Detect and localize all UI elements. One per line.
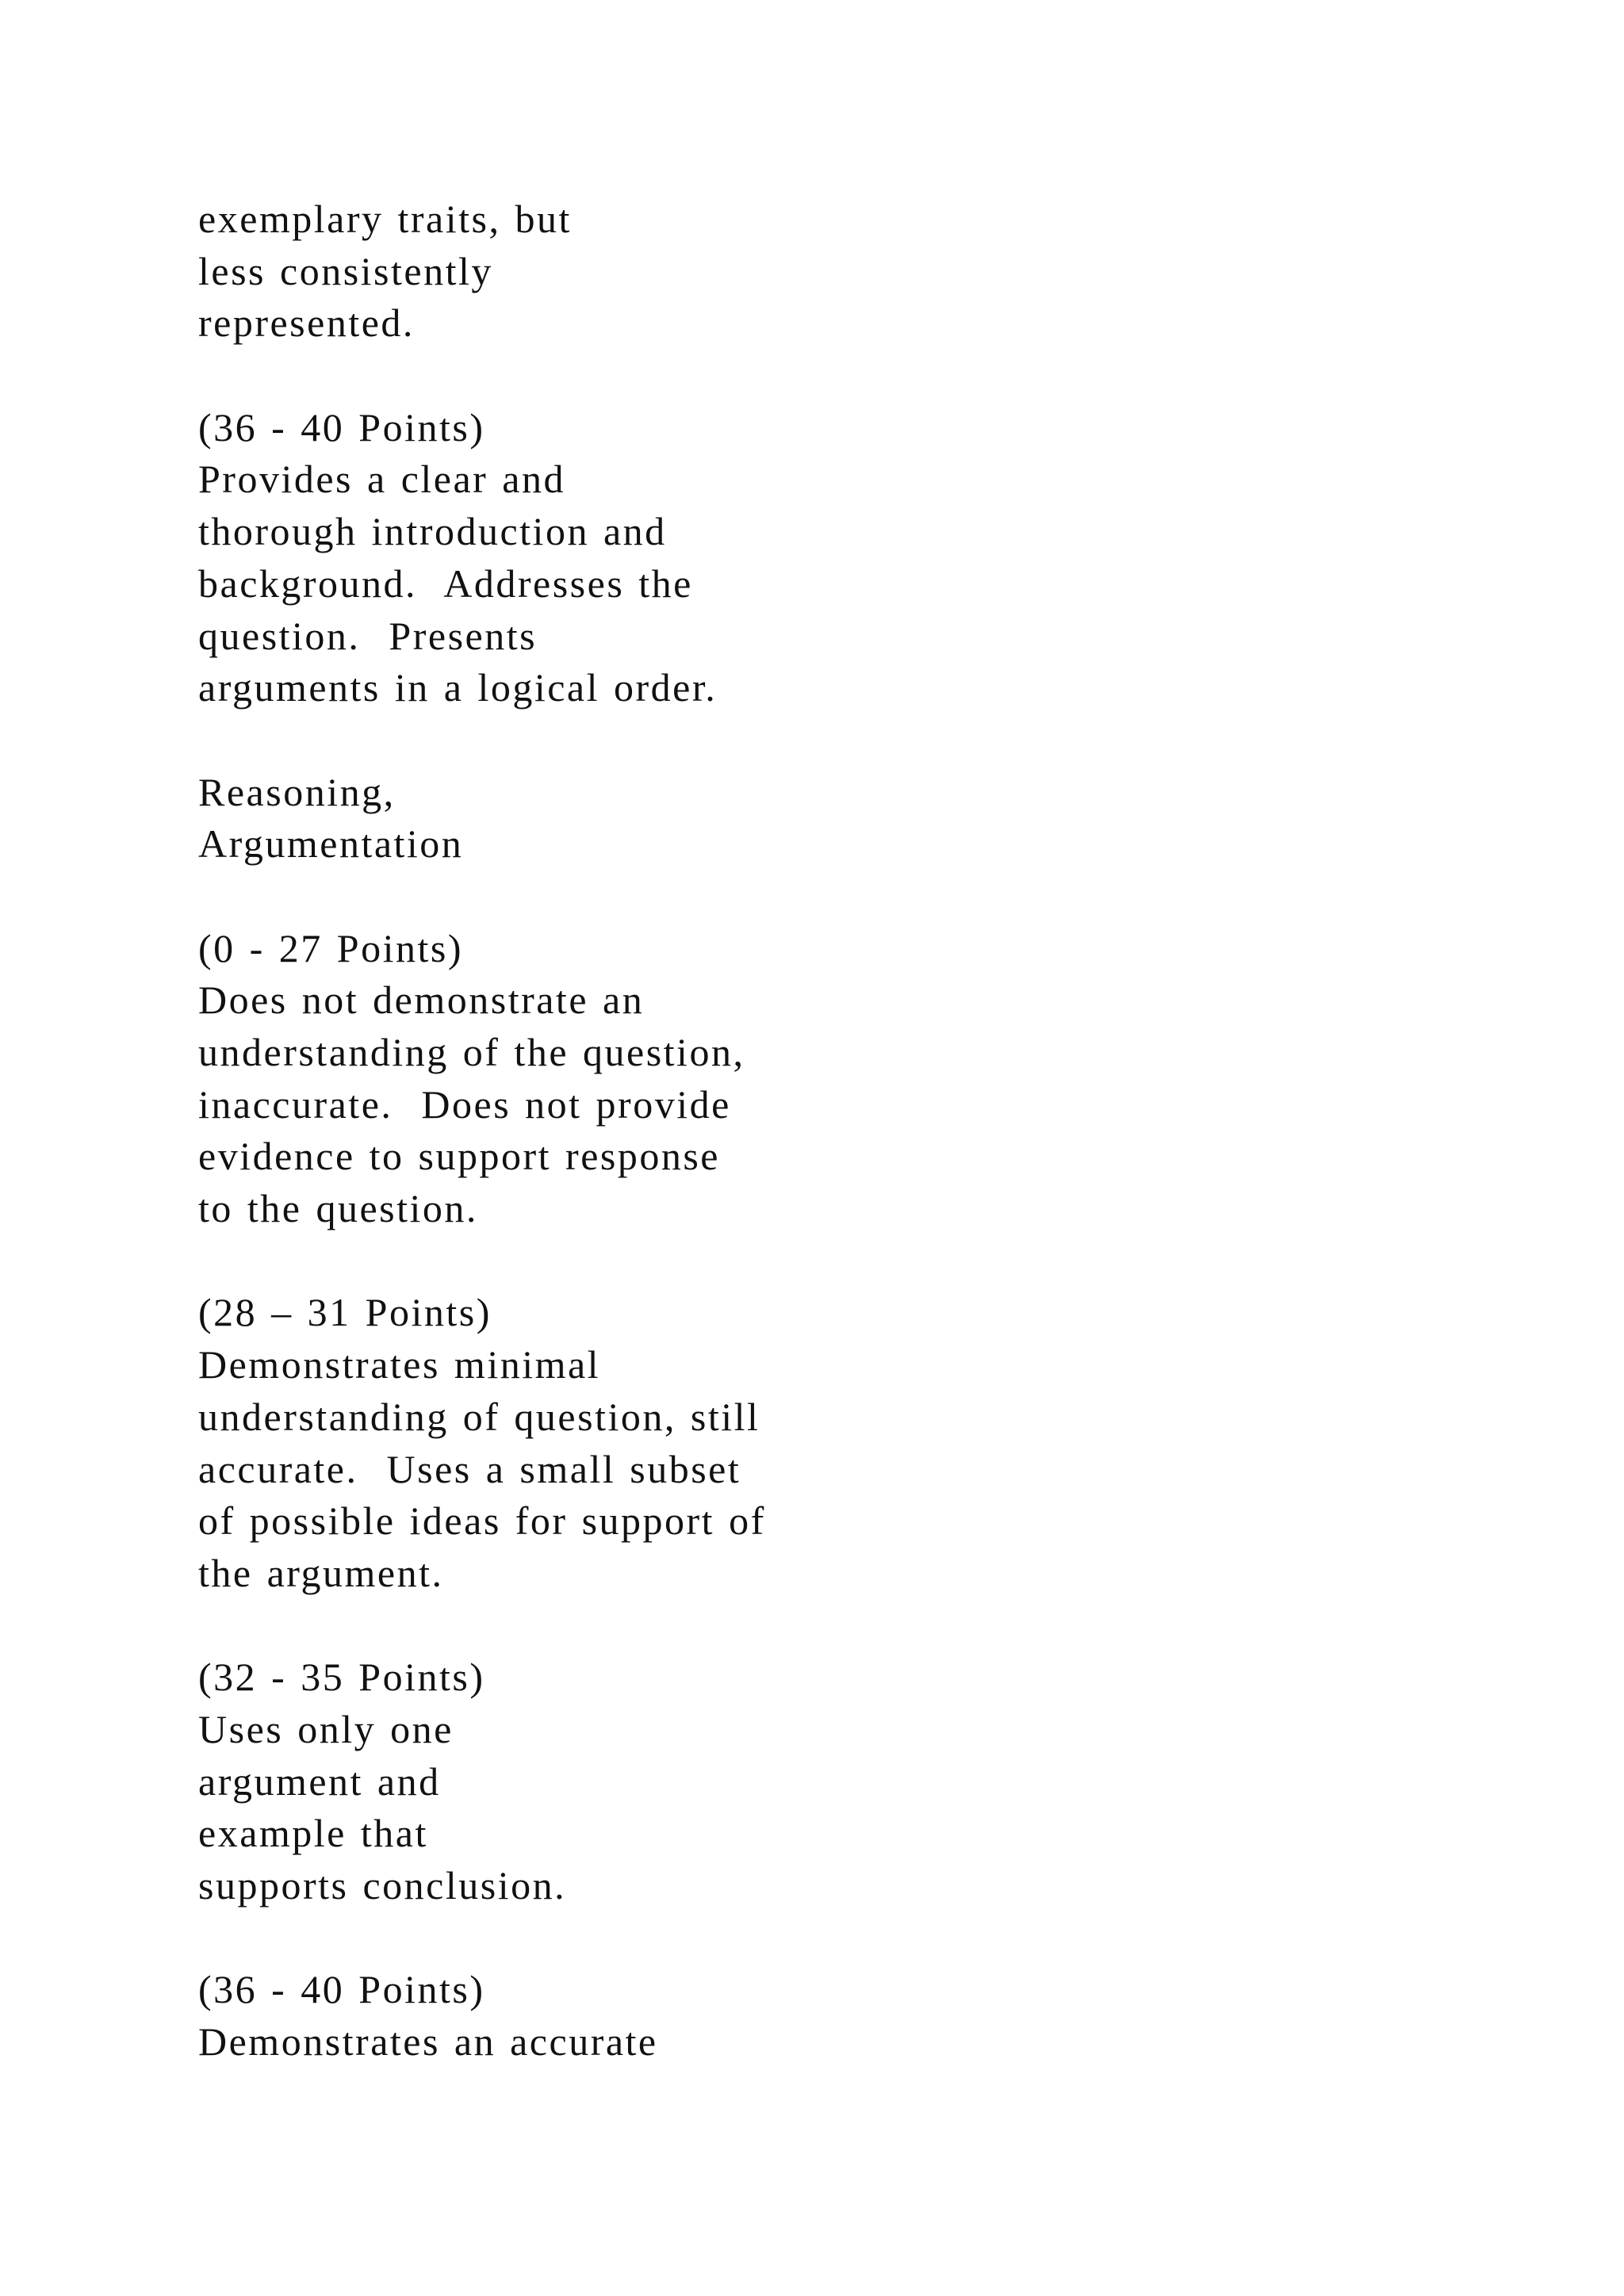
blank-line: [198, 1912, 1546, 1965]
text-line: understanding of the question,: [198, 1030, 745, 1074]
text-line: Uses only one: [198, 1706, 454, 1751]
text-line: question. Presents: [198, 613, 538, 658]
text-line: Demonstrates an accurate: [198, 2019, 658, 2064]
text-line: example that: [198, 1811, 428, 1856]
text-line: understanding of question, still: [198, 1394, 760, 1439]
text-line: represented.: [198, 300, 415, 346]
text-line: argument and: [198, 1758, 441, 1804]
blank-line: [198, 350, 1546, 402]
text-line: to the question.: [198, 1186, 478, 1231]
text-line: the argument.: [198, 1550, 444, 1595]
text-line: Demonstrates minimal: [198, 1342, 601, 1387]
text-line: inaccurate. Does not provide: [198, 1081, 731, 1127]
criterion-heading: Reasoning,: [198, 769, 396, 814]
text-line: exemplary traits, but: [198, 197, 572, 241]
text-line: Provides a clear and: [198, 457, 566, 502]
criterion-heading: Argumentation: [198, 821, 464, 867]
score-range-heading: (0 - 27 Points): [198, 925, 463, 970]
score-range-heading: (28 – 31 Points): [198, 1290, 492, 1335]
blank-line: [198, 1600, 1546, 1652]
text-line: supports conclusion.: [198, 1863, 567, 1908]
text-line: background. Addresses the: [198, 561, 693, 606]
rubric-text-block: [198, 193, 1546, 2068]
score-range-heading: (36 - 40 Points): [198, 404, 485, 450]
blank-line: [198, 714, 1546, 767]
text-line: arguments in a logical order.: [198, 665, 718, 710]
text-line: less consistently: [198, 248, 493, 293]
text-line: thorough introduction and: [198, 509, 667, 554]
score-range-heading: (32 - 35 Points): [198, 1655, 485, 1700]
text-line: evidence to support response: [198, 1134, 721, 1179]
text-line: Does not demonstrate an: [198, 978, 645, 1023]
blank-line: [198, 871, 1546, 923]
text-line: accurate. Uses a small subset: [198, 1446, 741, 1491]
text-line: of possible ideas for support of: [198, 1498, 766, 1544]
blank-line: [198, 1235, 1546, 1288]
score-range-heading: (36 - 40 Points): [198, 1967, 485, 2012]
